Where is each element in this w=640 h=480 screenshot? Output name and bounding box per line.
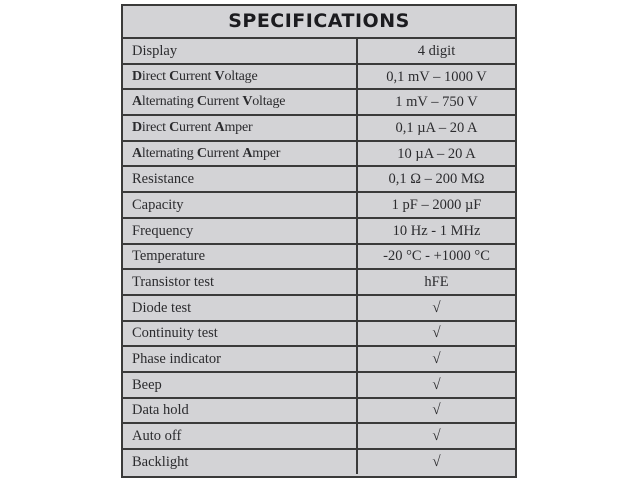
spec-label: Continuity test — [123, 321, 357, 347]
spec-check-mark: √ — [357, 449, 515, 474]
spec-label: Alternating Current Voltage — [123, 89, 357, 115]
spec-check-mark: √ — [357, 321, 515, 347]
spec-row — [123, 423, 515, 449]
spec-row — [123, 39, 515, 64]
spec-row — [123, 244, 515, 270]
spec-check-mark: √ — [357, 295, 515, 321]
spec-value: 4 digit — [417, 42, 456, 59]
spec-row — [123, 269, 515, 295]
spec-row — [123, 321, 515, 347]
spec-value: hFE — [357, 269, 515, 295]
spec-label: Direct Current Voltage — [123, 64, 357, 90]
spec-row — [123, 192, 515, 218]
spec-row — [123, 64, 515, 90]
spec-value: 10 Hz - 1 MHz — [357, 218, 515, 244]
specifications-title: SPECIFICATIONS — [123, 6, 515, 39]
spec-row — [123, 449, 515, 474]
specifications-table-body — [123, 39, 515, 474]
spec-row — [123, 89, 515, 115]
spec-value: 10 µA – 20 A — [357, 141, 515, 167]
spec-row — [123, 218, 515, 244]
specifications-card — [121, 4, 517, 478]
spec-check-mark: √ — [357, 372, 515, 398]
spec-label: Resistance — [123, 166, 357, 192]
spec-label: Diode test — [123, 295, 357, 321]
spec-label: Backlight — [123, 449, 357, 474]
spec-check-mark: √ — [357, 423, 515, 449]
spec-value: 1 pF – 2000 µF — [357, 192, 515, 218]
spec-check-mark: √ — [357, 346, 515, 372]
spec-label: Frequency — [123, 218, 357, 244]
spec-value: 0,1 Ω – 200 MΩ — [357, 166, 515, 192]
spec-row — [123, 166, 515, 192]
specifications-table — [123, 39, 515, 474]
spec-label: Auto off — [123, 423, 357, 449]
spec-label: Transistor test — [123, 269, 357, 295]
spec-row — [123, 398, 515, 424]
spec-value: 1 mV – 750 V — [357, 89, 515, 115]
spec-label: Temperature — [123, 244, 357, 270]
spec-row — [123, 115, 515, 141]
spec-label: Alternating Current Amper — [123, 141, 357, 167]
spec-value: 0,1 µA – 20 A — [357, 115, 515, 141]
spec-label: Direct Current Amper — [123, 115, 357, 141]
spec-label: Display — [123, 39, 357, 64]
spec-check-mark: √ — [357, 398, 515, 424]
spec-value: -20 °C - +1000 °C — [357, 244, 515, 270]
spec-label: Capacity — [123, 192, 357, 218]
spec-row — [123, 346, 515, 372]
spec-value: 0,1 mV – 1000 V — [357, 64, 515, 90]
spec-label: Data hold — [123, 398, 357, 424]
spec-label: Beep — [123, 372, 357, 398]
spec-row — [123, 141, 515, 167]
spec-row — [123, 295, 515, 321]
spec-label: Phase indicator — [123, 346, 357, 372]
spec-row — [123, 372, 515, 398]
